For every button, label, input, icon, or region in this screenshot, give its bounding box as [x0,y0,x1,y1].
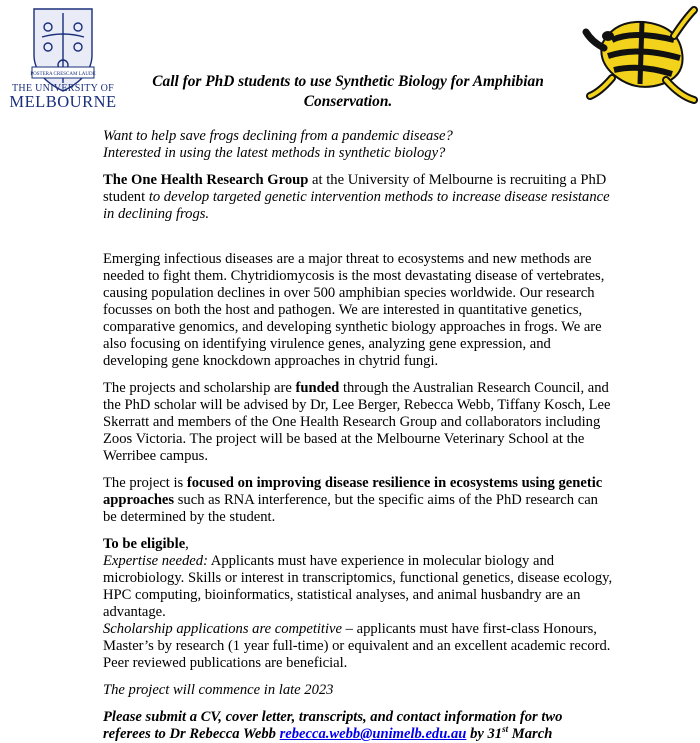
emerging-diseases-paragraph: Emerging infectious diseases are a major threat to ecosystems and new methods are needed to fight them. Chytridiomycosis is the most devastating disease of vertebrates, causing population declines in over 500 amphibian species worldwide. Our research focusses on both the host and pathogen. We are interested in quantitative genetics, comparative genomics, and developing synthetic biology approaches in frogs. We are also focusing on identifying virulence genes, analyzing gene expression, and developing gene knockdown approaches in chytrid fungi. [103,251,605,369]
focus-paragraph: The project is focused on improving disease resilience in ecosystems using genetic approaches such as RNA interference, but the specific aims of the PhD research can be determined by the student. [103,475,603,525]
logo-name-line2: MELBOURNE [9,92,117,111]
logo-motto: POSTERA CRESCAM LAUDE [30,72,96,77]
intro-line-1: Want to help save frogs declining from a pandemic disease? [103,128,453,144]
university-logo [4,3,122,111]
intro-line-2: Interested in using the latest methods in synthetic biology? [103,145,446,161]
page-title: Call for PhD students to use Synthetic Biology for Amphibian Conservation. [152,73,544,110]
recruit-paragraph: The One Health Research Group at the University of Melbourne is recruiting a PhD student to develop targeted genetic intervention methods to increase disease resistance in declining frogs. [103,172,610,222]
commence-line: The project will commence in late 2023 [103,682,334,698]
document-body [103,128,613,743]
submit-paragraph: Please submit a CV, cover letter, transcripts, and contact information for two referees to Dr Rebecca Webb rebecca.webb@unimelb.edu.au by 31st March [103,709,563,742]
eligibility-heading: To be eligible, [103,536,189,552]
logo-name-line1: THE UNIVERSITY OF [12,83,114,94]
expertise-paragraph: Expertise needed: Applicants must have experience in molecular biology and microbiology. Skills or interest in transcriptomics, functional genetics, disease ecology, HPC computing, bioinformatics, statistical analyses, and animal husbandry are an advantage. [103,553,613,620]
corroboree-frog-image [582,0,698,112]
funding-paragraph: The projects and scholarship are funded through the Australian Research Council, and the PhD scholar will be advised by Dr, Lee Berger, Rebecca Webb, Tiffany Kosch, Lee Skerratt and members of the One Health Research Group and collaborators including Zoos Victoria. The project will be based at the Melbourne Veterinary School at the Werribee campus. [103,380,611,464]
group-name: The One Health Research Group [103,172,309,188]
scholarship-paragraph: Scholarship applications are competitive – applicants must have first-class Honours, Master’s by research (1 year full-time) or equivalent and an excellent academic record. Peer reviewed publications are beneficial. [103,621,611,671]
email-link[interactable]: rebecca.webb@unimelb.edu.au [279,726,467,742]
